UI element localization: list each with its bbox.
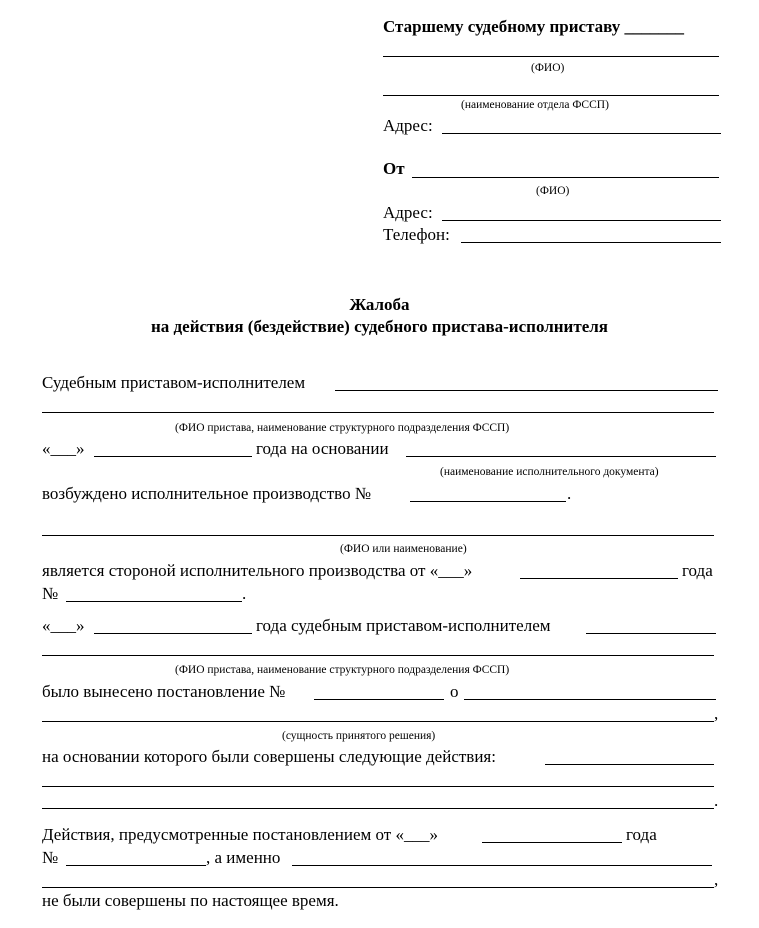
resolution-date-line[interactable] xyxy=(482,842,622,843)
actions-text: на основании которого были совершены следующие действия: xyxy=(42,747,496,766)
bailiff-line-3[interactable] xyxy=(586,633,716,634)
namely-line-2[interactable] xyxy=(42,887,714,888)
date-open-2: «___» xyxy=(42,616,85,635)
fio-name-caption: (ФИО или наименование) xyxy=(340,543,467,555)
number-end-1: . xyxy=(242,584,247,603)
comma-2: , xyxy=(714,870,719,889)
resolution-about: о xyxy=(450,682,459,701)
actions-line-2[interactable] xyxy=(42,786,714,787)
party-name-line[interactable] xyxy=(42,535,714,536)
resolution-subject-line[interactable] xyxy=(464,699,716,700)
number-sign-1: № xyxy=(42,584,59,603)
bailiff-line-4[interactable] xyxy=(42,655,714,656)
party-number-line[interactable] xyxy=(66,601,242,602)
phone-line[interactable] xyxy=(461,242,721,243)
resolution-number-line-2[interactable] xyxy=(66,865,206,866)
initiated-text: возбуждено исполнительное производство № xyxy=(42,484,372,503)
party-text: является стороной исполнительного производства от «___» xyxy=(42,561,473,580)
document-title: Жалоба xyxy=(349,295,410,314)
from-label: От xyxy=(383,159,405,178)
bailiff-line-2[interactable] xyxy=(42,412,714,413)
actions-line-3[interactable] xyxy=(42,808,714,809)
period-1: . xyxy=(714,791,719,810)
from-address-line[interactable] xyxy=(442,220,721,221)
bailiff-text: Судебным приставом-исполнителем xyxy=(42,373,306,392)
initiated-end: . xyxy=(567,484,572,503)
actions-year-text: года xyxy=(626,825,657,844)
addressee-title: Старшему судебному приставу _______ xyxy=(383,17,684,36)
date-line-1[interactable] xyxy=(94,456,252,457)
actions-provided-text: Действия, предусмотренные постановлением от «___» xyxy=(42,825,438,844)
actions-line-1[interactable] xyxy=(545,764,714,765)
document-subtitle: на действия (бездействие) судебного пристава-исполнителя xyxy=(151,317,608,336)
year-basis-text: года на основании xyxy=(256,439,389,458)
namely-text: , а именно xyxy=(206,848,281,867)
number-sign-2: № xyxy=(42,848,59,867)
exec-doc-caption: (наименование исполнительного документа) xyxy=(440,466,659,478)
date-open-1: «___» xyxy=(42,439,85,458)
bailiff-caption-1: (ФИО пристава, наименование структурного подразделения ФССП) xyxy=(175,422,510,434)
essence-caption: (сущность принятого решения) xyxy=(282,730,436,742)
fio-caption: (ФИО) xyxy=(531,62,565,74)
party-year-text: года xyxy=(682,561,713,580)
resolution-text: было вынесено постановление № xyxy=(42,682,286,701)
exec-doc-line[interactable] xyxy=(406,456,716,457)
resolution-number-line[interactable] xyxy=(314,699,444,700)
namely-line[interactable] xyxy=(292,865,712,866)
not-done-text: не были совершены по настоящее время. xyxy=(42,891,339,910)
comma-1: , xyxy=(714,704,719,723)
department-line[interactable] xyxy=(383,95,719,96)
resolution-line-2[interactable] xyxy=(42,721,714,722)
party-date-line[interactable] xyxy=(520,578,678,579)
date-line-2[interactable] xyxy=(94,633,252,634)
address-line[interactable] xyxy=(442,133,721,134)
bailiff-caption-2: (ФИО пристава, наименование структурного подразделения ФССП) xyxy=(175,664,510,676)
proceeding-number-line[interactable] xyxy=(410,501,566,502)
addressee-fio-line[interactable] xyxy=(383,56,719,57)
address-label: Адрес: xyxy=(383,116,433,135)
from-fio-line[interactable] xyxy=(412,177,719,178)
from-address-label: Адрес: xyxy=(383,203,433,222)
phone-label: Телефон: xyxy=(383,225,450,244)
department-caption: (наименование отдела ФССП) xyxy=(461,99,609,111)
from-fio-caption: (ФИО) xyxy=(536,185,570,197)
year-bailiff-text: года судебным приставом-исполнителем xyxy=(256,616,551,635)
bailiff-line[interactable] xyxy=(335,390,718,391)
